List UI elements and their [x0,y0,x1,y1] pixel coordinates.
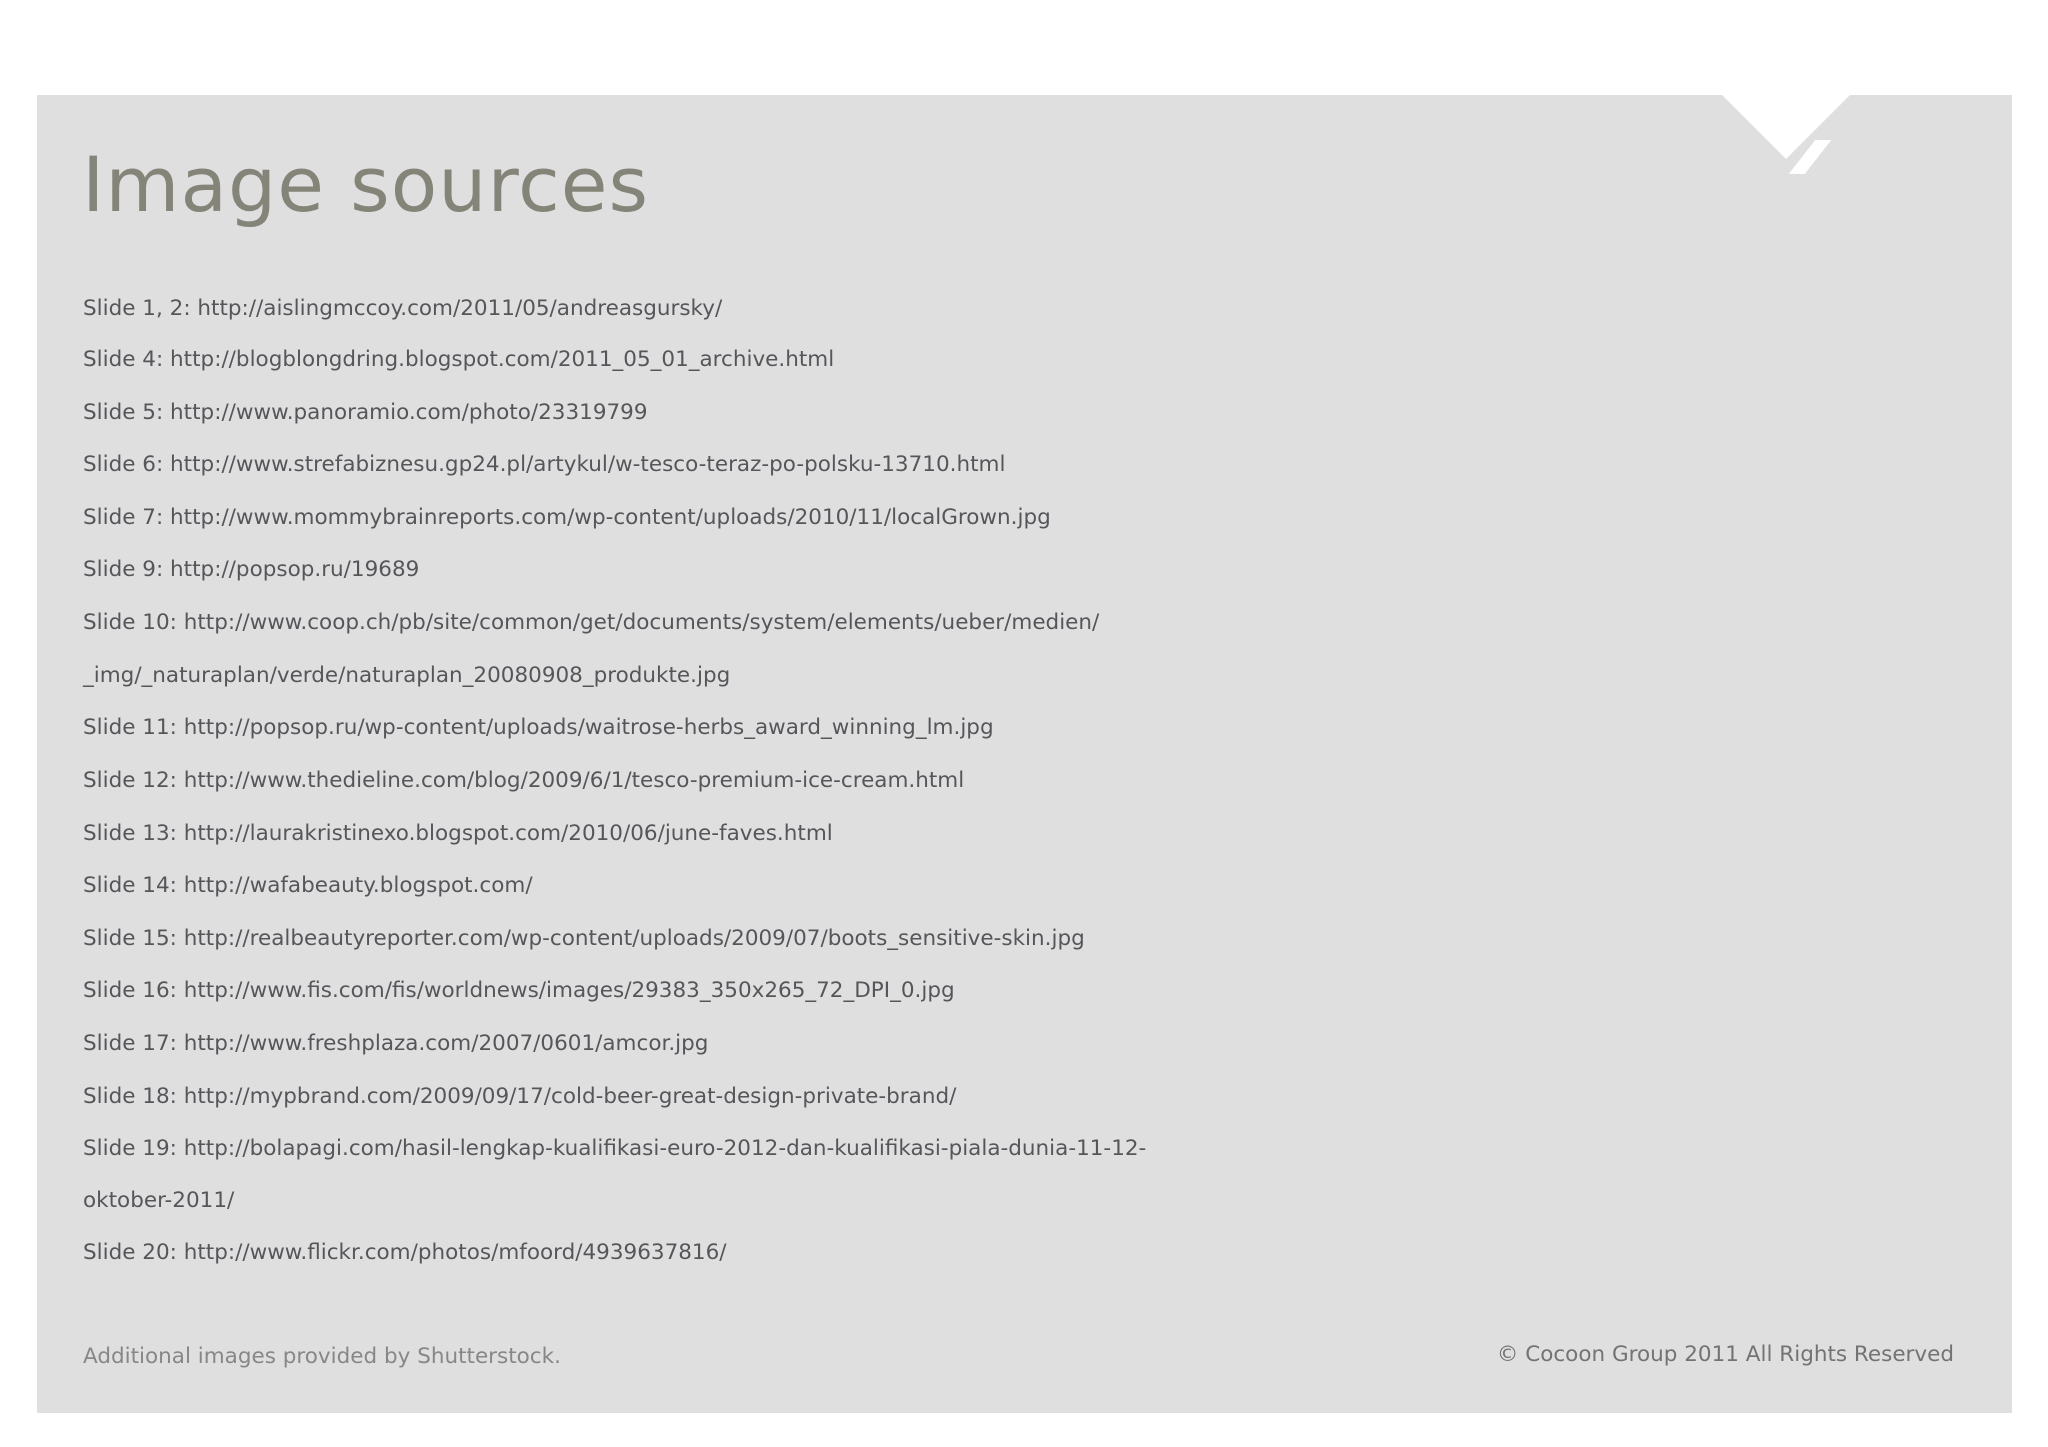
source-line: Slide 7: http://www.mommybrainreports.com/wp-content/uploads/2010/11/localGrown.jpg [83,505,1051,530]
source-line: Slide 11: http://popsop.ru/wp-content/uploads/waitrose-herbs_award_winning_lm.jpg [83,715,994,740]
source-line: Slide 13: http://laurakristinexo.blogspot.com/2010/06/june-faves.html [83,821,833,846]
source-line: Slide 20: http://www.flickr.com/photos/mfoord/4939637816/ [83,1240,727,1265]
source-line: Slide 16: http://www.fis.com/fis/worldnews/images/29383_350x265_72_DPI_0.jpg [83,978,955,1003]
corner-notch [1722,95,1850,159]
source-line: Slide 5: http://www.panoramio.com/photo/23319799 [83,400,648,425]
source-line: oktober-2011/ [83,1188,235,1213]
source-line: Slide 1, 2: http://aislingmccoy.com/2011/05/andreasgursky/ [83,296,723,321]
page-title: Image sources [82,140,650,229]
source-line: Slide 19: http://bolapagi.com/hasil-lengkap-kualifikasi-euro-2012-dan-kualifikasi-piala-dunia-11-12- [83,1136,1147,1161]
source-line: _img/_naturaplan/verde/naturaplan_20080908_produkte.jpg [83,663,731,688]
source-line: Slide 4: http://blogblongdring.blogspot.com/2011_05_01_archive.html [83,347,835,372]
footer-note: Additional images provided by Shutterstock. [83,1344,561,1369]
source-line: Slide 9: http://popsop.ru/19689 [83,557,420,582]
source-line: Slide 15: http://realbeautyreporter.com/wp-content/uploads/2009/07/boots_sensitive-skin.jpg [83,926,1085,951]
source-line: Slide 10: http://www.coop.ch/pb/site/common/get/documents/system/elements/ueber/medien/ [83,610,1100,635]
source-line: Slide 18: http://mypbrand.com/2009/09/17/cold-beer-great-design-private-brand/ [83,1084,957,1109]
source-line: Slide 6: http://www.strefabiznesu.gp24.pl/artykul/w-tesco-teraz-po-polsku-13710.html [83,452,1006,477]
source-line: Slide 14: http://wafabeauty.blogspot.com/ [83,873,533,898]
source-line: Slide 17: http://www.freshplaza.com/2007/0601/amcor.jpg [83,1031,709,1056]
copyright-notice: © Cocoon Group 2011 All Rights Reserved [1496,1342,1954,1367]
slide-panel [37,95,2012,1413]
source-line: Slide 12: http://www.thedieline.com/blog/2009/6/1/tesco-premium-ice-cream.html [83,768,965,793]
